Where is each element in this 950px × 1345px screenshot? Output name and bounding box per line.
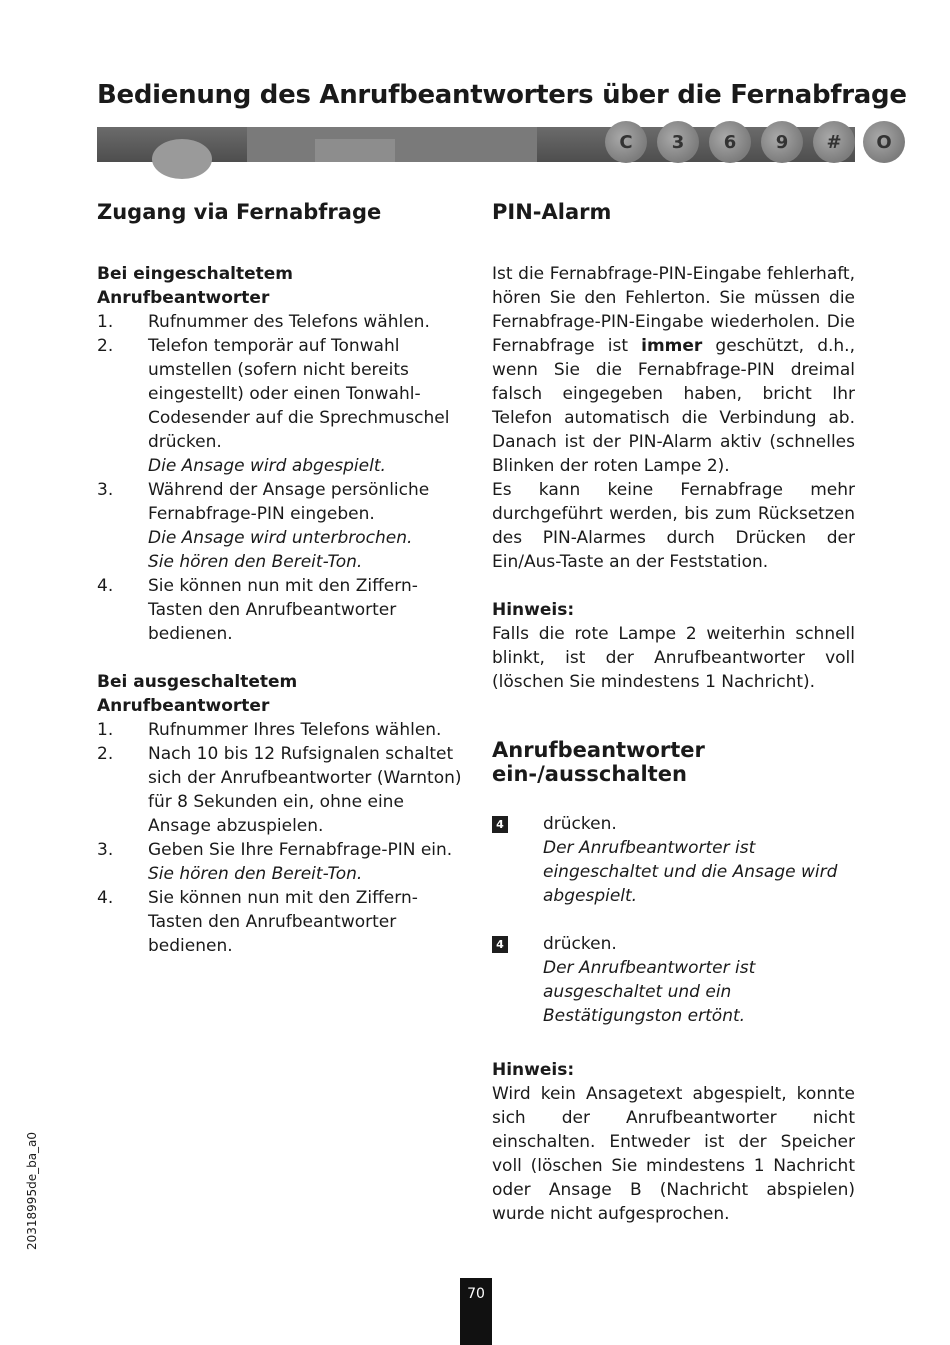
keypad-key-6: 6	[709, 121, 751, 163]
phone-display-window	[315, 139, 395, 162]
key-4-icon: 4	[492, 816, 508, 833]
list-item: 3. Geben Sie Ihre Fernabfrage-PIN ein. Sie hören den Bereit-Ton.	[97, 840, 453, 885]
subheading-answering-machine-on: Bei eingeschaltetem Anrufbeantworter	[97, 264, 294, 309]
page-title: Bedienung des Anrufbeantworters über die Fernabfrage	[97, 80, 907, 110]
pin-alarm-paragraph: Ist die Fernabfrage-PIN-Eingabe fehlerhaft, hören Sie den Fehlerton. Sie müssen die Fernabfrage-PIN-Eingabe wiederholen. Die Fernabfrage ist immer geschützt, d.h., wenn Sie die Fernabfrage-PIN dreimal falsch eingegeben haben, bricht Ihr Telefon automatisch die Verbindung ab. Danach ist der PIN-Alarm aktiv (schnelles Blinken der roten Lampe 2).	[492, 264, 855, 477]
section-heading-toggle: Anrufbeantworter ein-/ausschalten	[492, 738, 705, 787]
phone-keypad-banner-image	[97, 127, 892, 162]
keypad-key-c: C	[605, 121, 647, 163]
steps-list-off	[97, 718, 462, 958]
list-item: 3. Während der Ansage persönliche Fernabfrage-PIN eingeben. Die Ansage wird unterbrochen. Sie hören den Bereit-Ton.	[97, 480, 430, 573]
hint-label: Hinweis:	[492, 600, 575, 621]
right-column	[492, 200, 855, 1226]
toggle-step-on: 4 drücken. Der Anrufbeantworter ist eingeschaltet und die Ansage wird abgespielt.	[492, 812, 855, 908]
list-item: 2. Nach 10 bis 12 Rufsignalen schaltet sich der Anrufbeantworter (Warnton) für 8 Sekunden ein, ohne eine Ansage abzuspielen.	[97, 744, 462, 837]
keypad-key-9: 9	[761, 121, 803, 163]
list-item: 4. Sie können nun mit den Ziffern-Tasten den Anrufbeantworter bedienen.	[97, 576, 418, 645]
subheading-answering-machine-off: Bei ausgeschaltetem Anrufbeantworter	[97, 672, 298, 717]
left-column	[97, 200, 462, 958]
steps-list-on	[97, 310, 462, 646]
keypad-key-3: 3	[657, 121, 699, 163]
pin-alarm-paragraph-2: Es kann keine Fernabfrage mehr durchgeführt werden, bis zum Rücksetzen des PIN-Alarmes durch Drücken der Ein/Aus-Taste an der Feststation.	[492, 480, 855, 573]
document-code: 20318995de_ba_a0	[25, 1131, 39, 1250]
list-item: 2. Telefon temporär auf Tonwahl umstellen (sofern nicht bereits eingestellt) oder einen Tonwahl-Codesender auf die Sprechmuschel drücken. Die Ansage wird abgespielt.	[97, 336, 450, 477]
list-item: 1. Rufnummer Ihres Telefons wählen.	[97, 720, 442, 741]
hint-label: Hinweis:	[492, 1060, 575, 1081]
list-item: 4. Sie können nun mit den Ziffern-Tasten den Anrufbeantworter bedienen.	[97, 888, 418, 957]
round-key-shape	[152, 139, 212, 179]
page-number: 70	[460, 1278, 492, 1345]
hint-text: Falls die rote Lampe 2 weiterhin schnell blinkt, ist der Anrufbeantworter voll (löschen Sie mindestens 1 Nachricht).	[492, 624, 855, 693]
hint-text: Wird kein Ansagetext abgespielt, konnte sich der Anrufbeantworter nicht einschalten. Entweder ist der Speicher voll (löschen Sie mindestens 1 Nachricht oder Ansage B (Nachricht abspielen) wurde nicht aufgesprochen.	[492, 1084, 855, 1225]
list-item: 1. Rufnummer des Telefons wählen.	[97, 312, 430, 333]
section-heading-remote-access: Zugang via Fernabfrage	[97, 200, 382, 224]
keypad-key-o: O	[863, 121, 905, 163]
keypad-key-hash: #	[813, 121, 855, 163]
section-heading-pin-alarm: PIN-Alarm	[492, 200, 612, 224]
toggle-step-off: 4 drücken. Der Anrufbeantworter ist ausgeschaltet und ein Bestätigungston ertönt.	[492, 932, 855, 1028]
key-4-icon: 4	[492, 936, 508, 953]
